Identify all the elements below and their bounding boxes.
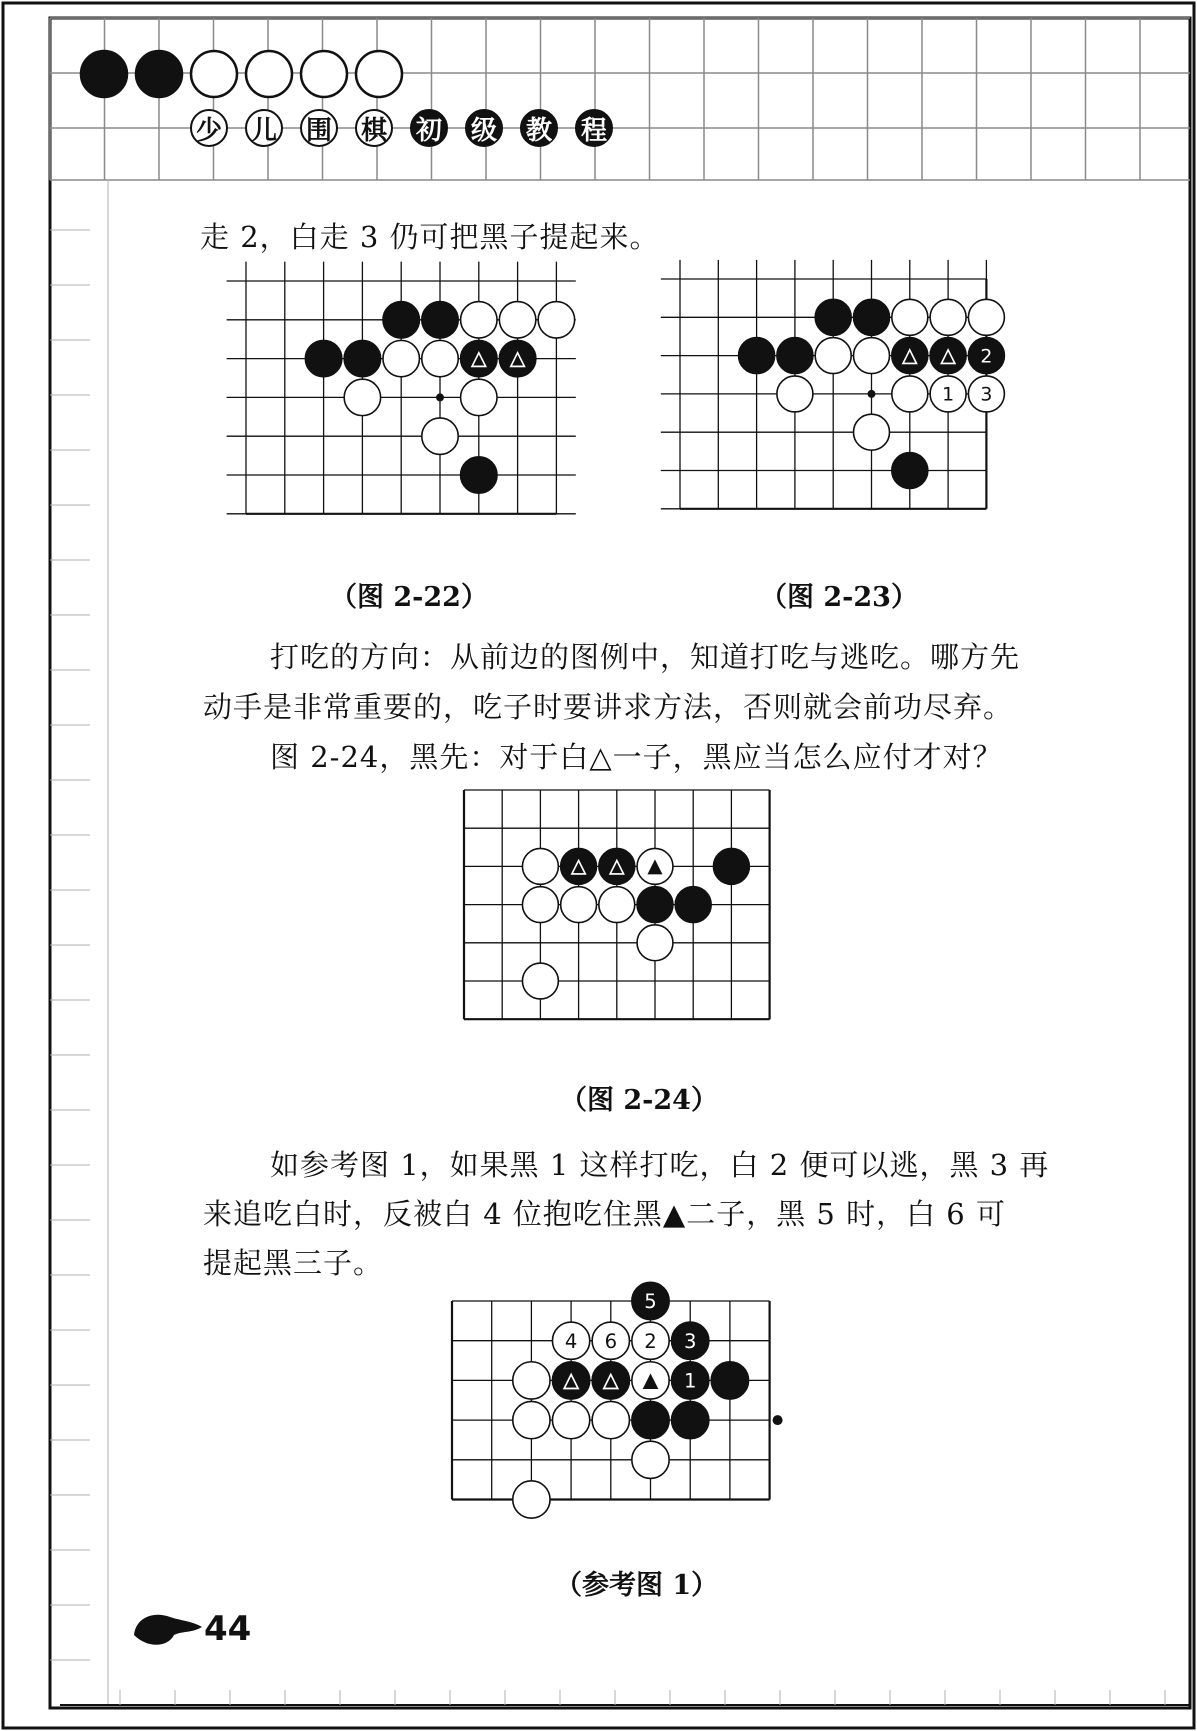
stone-move-number: 2 xyxy=(980,345,993,368)
black-stone xyxy=(672,1322,709,1359)
stone-move-number: 4 xyxy=(564,1329,578,1353)
stone-move-number: 6 xyxy=(604,1329,618,1353)
title-char-5: 初 xyxy=(410,109,448,147)
black-stone xyxy=(632,1401,669,1438)
white-stone xyxy=(592,1322,629,1359)
figure-2-23-caption: （图 2-23） xyxy=(760,582,918,613)
para1-line-2: 动手是非常重要的，吃子时要讲求方法，否则就会前功尽弃。 xyxy=(203,690,1014,724)
white-stone xyxy=(632,1362,669,1399)
white-stone xyxy=(592,1401,629,1438)
white-stone xyxy=(552,1401,589,1438)
title-char-1: 少 xyxy=(190,109,228,147)
white-stone xyxy=(513,1362,550,1399)
black-stone xyxy=(672,1362,709,1399)
title-char-6: 级 xyxy=(465,109,503,147)
stone-marker: ▲ xyxy=(647,854,663,878)
stone-marker: △ xyxy=(609,854,625,878)
black-stone xyxy=(672,1401,709,1438)
stone-marker: ▲ xyxy=(642,1367,659,1392)
stone-move-number: 3 xyxy=(683,1329,697,1353)
white-stone xyxy=(513,1481,550,1518)
stone-marker: △ xyxy=(471,345,487,370)
para1-line-1: 打吃的方向：从前边的图例中，知道打吃与逃吃。哪方先 xyxy=(270,640,1021,674)
stone-marker: △ xyxy=(571,854,587,878)
reference-figure-1-caption: （参考图 1） xyxy=(555,1570,719,1601)
stone-marker: △ xyxy=(940,343,956,367)
black-stone xyxy=(552,1362,589,1399)
para3-line-1: 如参考图 1，如果黑 1 这样打吃，白 2 便可以逃，黑 3 再 xyxy=(270,1148,1050,1182)
white-stone xyxy=(552,1322,589,1359)
title-char-3: 围 xyxy=(300,109,338,147)
para3-line-2: 来追吃白时，反被白 4 位抱吃住黑▲二子，黑 5 时，白 6 可 xyxy=(203,1197,1006,1231)
black-stone xyxy=(711,1362,748,1399)
figure-2-22-caption: （图 2-22） xyxy=(330,582,488,613)
black-stone xyxy=(592,1362,629,1399)
stone-move-number: 5 xyxy=(644,1290,657,1314)
stone-move-number: 2 xyxy=(644,1329,657,1353)
stone-move-number: 3 xyxy=(980,383,993,406)
para2-line-1: 图 2-24，黑先：对于白△一子，黑应当怎么应付才对？ xyxy=(270,740,1003,774)
stone-marker: △ xyxy=(602,1367,619,1392)
page-number: 44 xyxy=(204,1609,252,1649)
white-stone xyxy=(632,1441,669,1478)
figure-2-24-caption: （图 2-24） xyxy=(560,1085,718,1116)
stone-marker: △ xyxy=(902,343,918,367)
title-char-8: 程 xyxy=(575,109,613,147)
stone-move-number: 1 xyxy=(942,383,955,406)
body-line-1: 走 2，白走 3 仍可把黑子提起来。 xyxy=(200,220,660,254)
stone-move-number: 1 xyxy=(683,1369,697,1393)
title-char-4: 棋 xyxy=(355,109,393,147)
para3-line-3: 提起黑三子。 xyxy=(203,1246,384,1280)
stone-marker: △ xyxy=(509,345,526,370)
stone-marker: △ xyxy=(563,1367,579,1392)
page-number-ornament xyxy=(130,1605,205,1650)
black-stone xyxy=(632,1282,669,1319)
title-char-7: 教 xyxy=(520,109,558,147)
white-stone xyxy=(632,1322,669,1359)
white-stone xyxy=(513,1401,550,1438)
board-edge-dot xyxy=(773,1415,783,1425)
title-char-2: 儿 xyxy=(245,109,283,147)
